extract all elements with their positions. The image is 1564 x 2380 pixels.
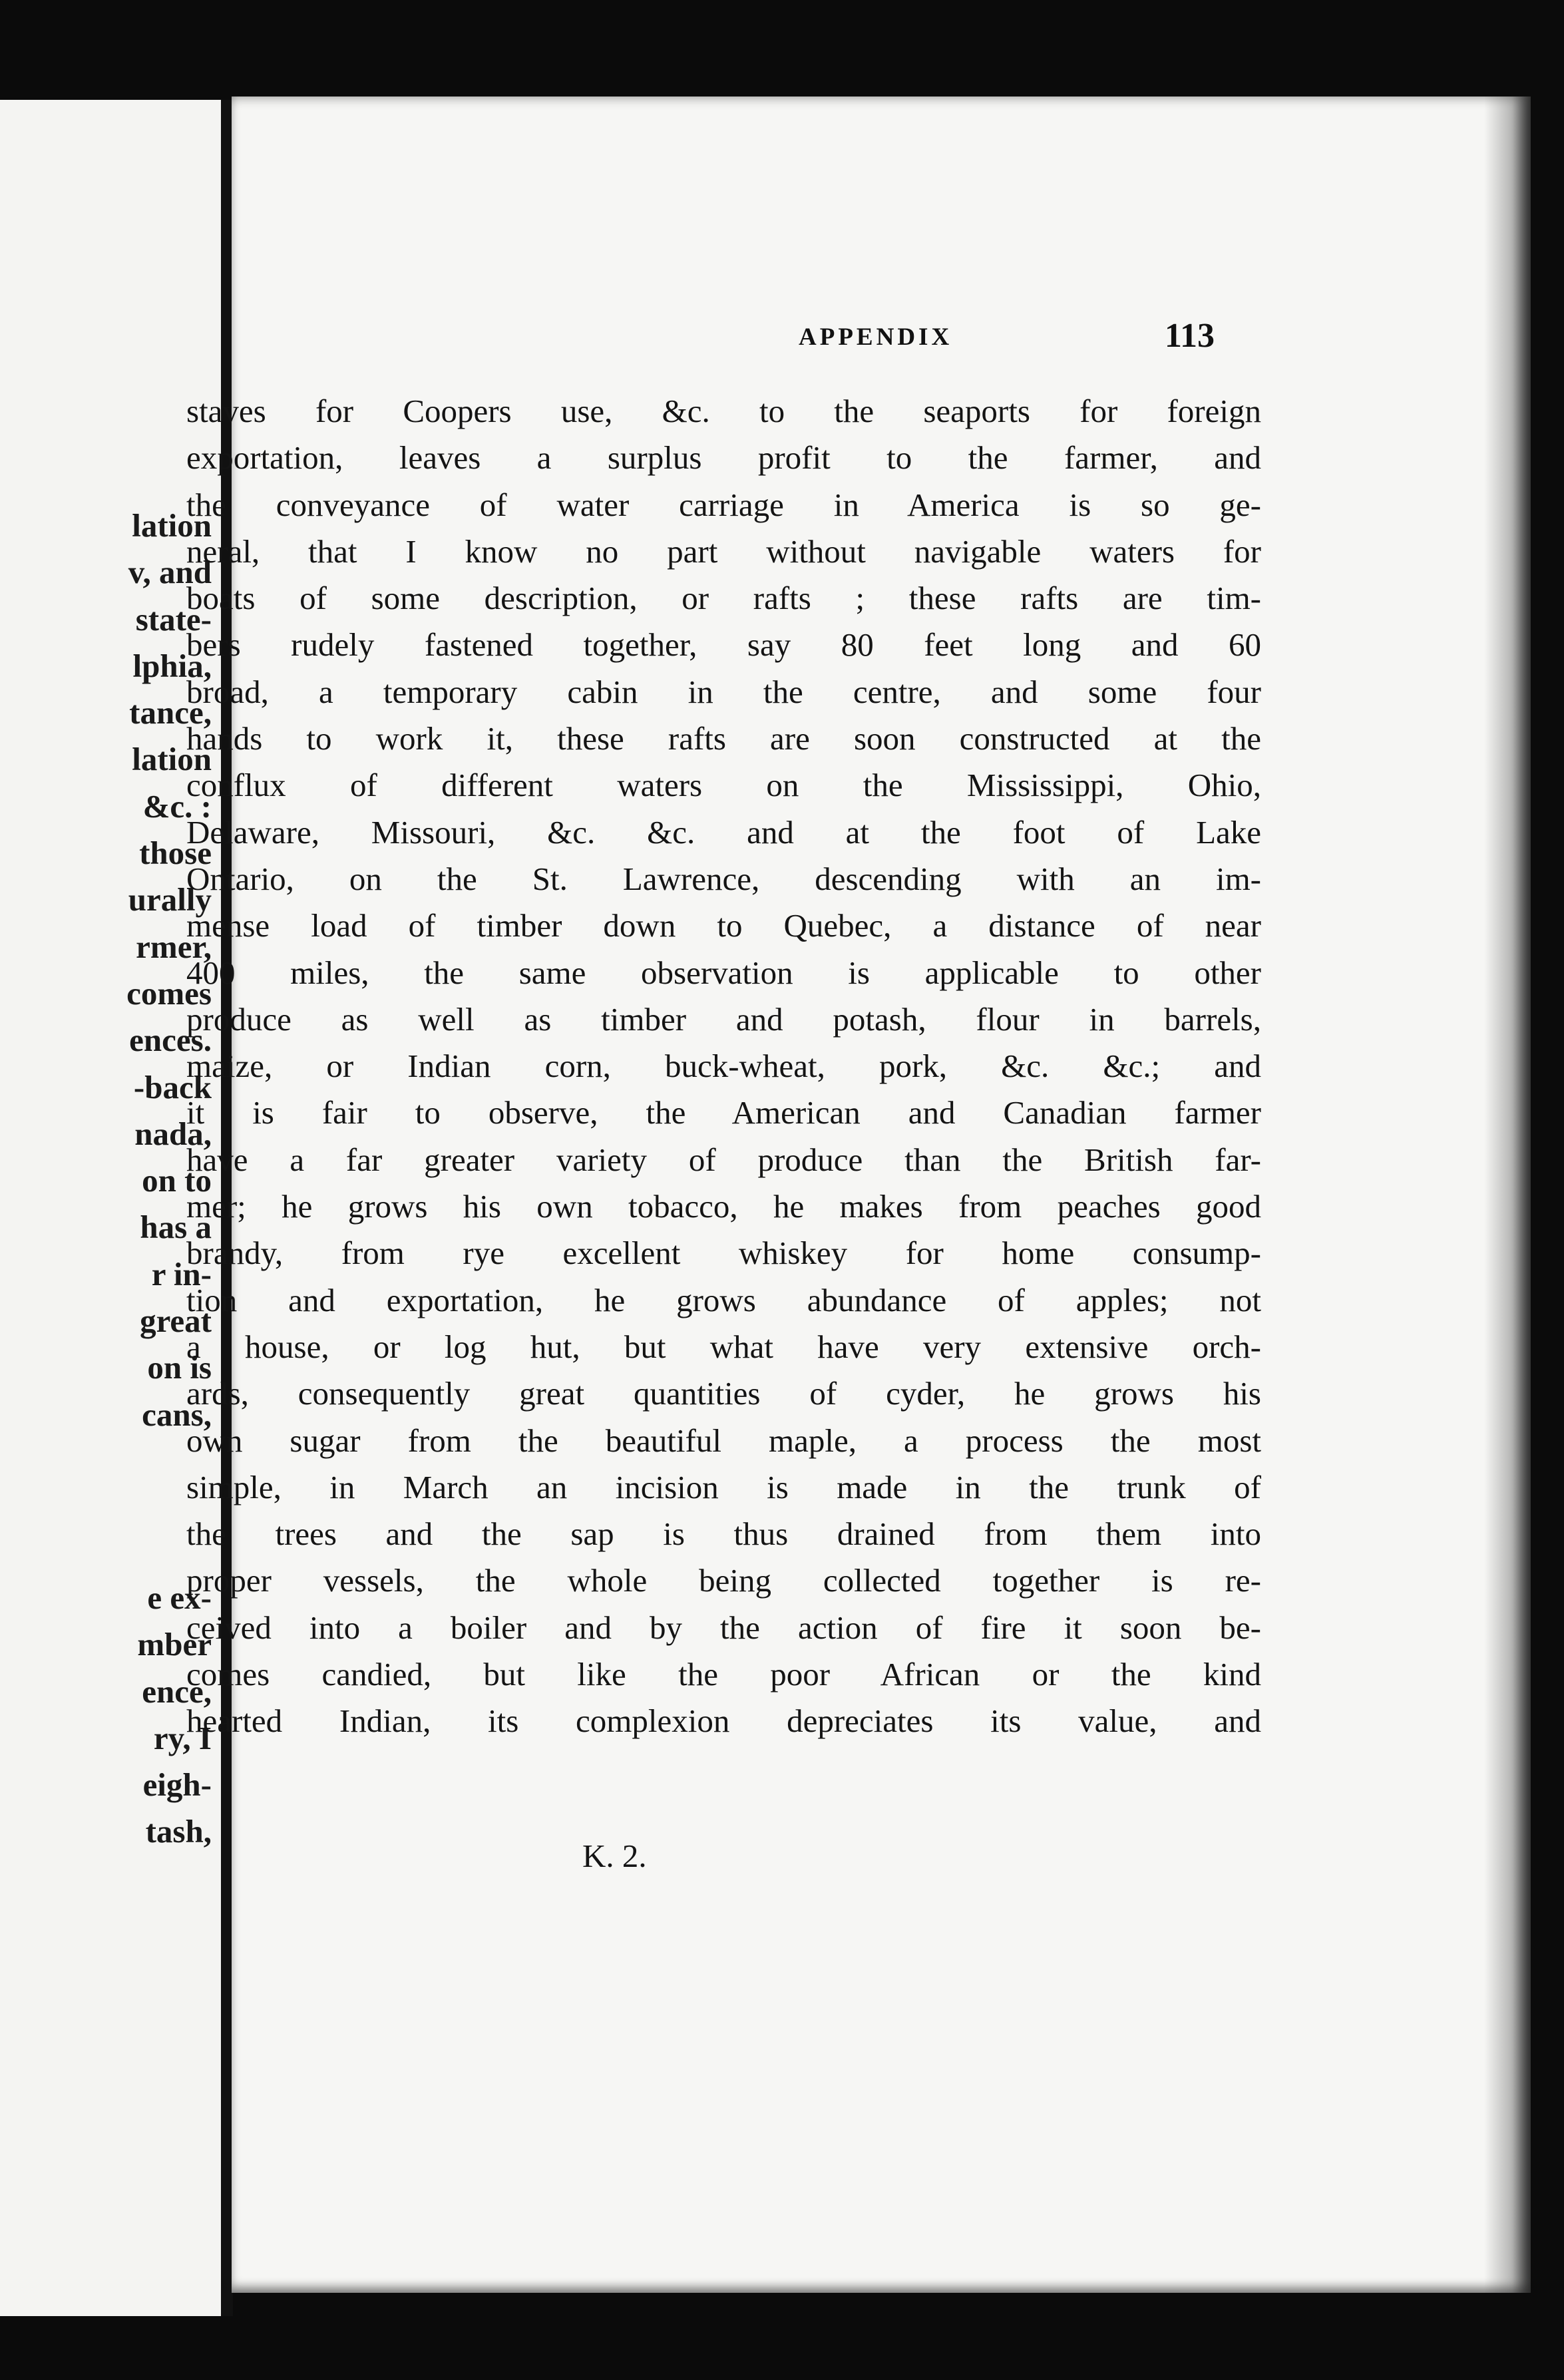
prev-line: v, and [128, 554, 212, 591]
prev-line: rmer, [136, 928, 212, 965]
text-line: a house, or log hut, but what have very extensive orch- [186, 1328, 1261, 1365]
prev-line: ences. [129, 1022, 212, 1059]
text-line: bers rudely fastened together, say 80 feet long and 60 [186, 626, 1261, 664]
text-line: comes candied, but like the poor African or the kind [186, 1656, 1261, 1693]
prev-line: e ex- [147, 1579, 212, 1616]
text-line: mense load of timber down to Quebec, a distance of near [186, 907, 1261, 944]
text-line: have a far greater variety of produce than the British far- [186, 1141, 1261, 1178]
text-line: simple, in March an incision is made in the trunk of [186, 1468, 1261, 1505]
page-header [552, 316, 1304, 363]
prev-line: comes [126, 974, 212, 1012]
signature-mark: K. 2. [582, 1838, 647, 1874]
prev-line: on is [147, 1349, 212, 1386]
text-line: brandy, from rye excellent whiskey for home consump- [186, 1235, 1261, 1272]
prev-line: -back [133, 1068, 212, 1105]
text-line: proper vessels, the whole being collected together is re- [186, 1562, 1261, 1599]
text-line: maize, or Indian corn, buck-wheat, pork, &c. &c.; and [186, 1048, 1261, 1085]
text-line: conflux of different waters on the Mississippi, Ohio, [186, 767, 1261, 804]
text-line: Delaware, Missouri, &c. &c. and at the foot of Lake [186, 813, 1261, 851]
prev-line: lation [132, 741, 212, 778]
prev-line: great [140, 1302, 212, 1340]
text-line: own sugar from the beautiful maple, a process the most [186, 1422, 1261, 1459]
prev-line: r in- [151, 1255, 212, 1292]
text-line: boats of some description, or rafts ; these rafts are tim- [186, 580, 1261, 617]
prev-line: ence, [142, 1673, 212, 1710]
prev-line: state- [135, 600, 212, 638]
prev-line: urally [128, 881, 212, 918]
text-line: produce as well as timber and potash, flour in barrels, [186, 1000, 1261, 1038]
prev-line: mber [137, 1626, 212, 1663]
prev-line: on to [142, 1162, 212, 1199]
text-line: ceived into a boiler and by the action of fire it soon be- [186, 1609, 1261, 1646]
prev-line: has a [140, 1209, 212, 1246]
text-line: ards, consequently great quantities of cyder, he grows his [186, 1375, 1261, 1412]
prev-line: eigh- [142, 1766, 212, 1804]
text-line: mer; he grows his own tobacco, he makes from peaches good [186, 1188, 1261, 1225]
text-line: hearted Indian, its complexion depreciates its value, and [186, 1702, 1261, 1740]
prev-line: lation [132, 507, 212, 544]
prev-line: nada, [134, 1115, 212, 1152]
page-number: 113 [1164, 317, 1215, 355]
text-line: 400 miles, the same observation is applicable to other [186, 954, 1261, 991]
text-line: it is fair to observe, the American and Canadian farmer [186, 1094, 1261, 1131]
body-text [186, 388, 1261, 1745]
prev-line: those [139, 835, 212, 872]
prev-line: ry, I [153, 1719, 212, 1756]
text-line: staves for Coopers use, &c. to the seaports for foreign [186, 393, 1261, 429]
text-line: tion and exportation, he grows abundance of apples; not [186, 1281, 1261, 1318]
page-edge-shadow [1484, 97, 1531, 2293]
text-line: Ontario, on the St. Lawrence, descending with an im- [186, 860, 1261, 897]
prev-line: tash, [145, 1813, 212, 1850]
text-line: the trees and the sap is thus drained from them into [186, 1515, 1261, 1553]
text-line: neral, that I know no part without navigable waters for [186, 532, 1261, 570]
text-line: broad, a temporary cabin in the centre, and some four [186, 673, 1261, 710]
prev-line: lphia, [132, 647, 212, 684]
prev-line: &c. : [142, 787, 212, 825]
text-line: the conveyance of water carriage in America is so ge- [186, 486, 1261, 523]
running-head: APPENDIX [799, 323, 953, 351]
text-line: hands to work it, these rafts are soon constructed at the [186, 720, 1261, 757]
prev-line: tance, [129, 694, 212, 731]
prev-line: cans, [142, 1396, 212, 1433]
text-line: exportation, leaves a surplus profit to the farmer, and [186, 439, 1261, 477]
